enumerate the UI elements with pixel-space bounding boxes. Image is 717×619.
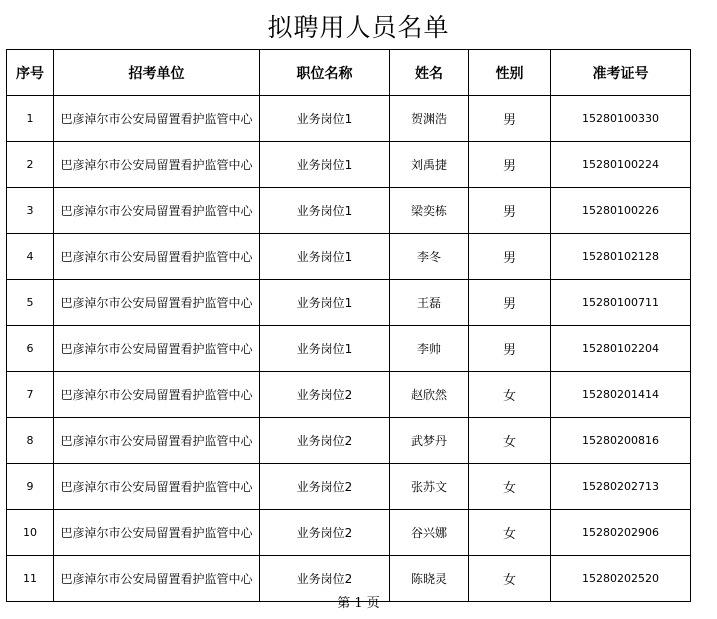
cell-unit: 巴彦淖尔市公安局留置看护监管中心: [54, 418, 260, 464]
cell-ticket: 15280100226: [551, 188, 691, 234]
cell-name: 武梦丹: [390, 418, 469, 464]
cell-name: 赵欣然: [390, 372, 469, 418]
table-row: [7, 188, 691, 234]
cell-position: 业务岗位2: [260, 418, 390, 464]
cell-name: 张苏文: [390, 464, 469, 510]
cell-name: 陈晓灵: [390, 556, 469, 602]
cell-ticket: 15280202906: [551, 510, 691, 556]
cell-name: 刘禹捷: [390, 142, 469, 188]
cell-gender: 女: [469, 464, 551, 510]
cell-gender: 女: [469, 556, 551, 602]
cell-seq: 11: [7, 556, 54, 602]
cell-ticket: 15280102128: [551, 234, 691, 280]
cell-name: 李帅: [390, 326, 469, 372]
table-row: [7, 510, 691, 556]
table-row: [7, 326, 691, 372]
page-title: 拟聘用人员名单: [267, 13, 450, 42]
cell-seq: 7: [7, 372, 54, 418]
cell-gender: 男: [469, 234, 551, 280]
cell-seq: 10: [7, 510, 54, 556]
cell-name: 谷兴娜: [390, 510, 469, 556]
cell-unit: 巴彦淖尔市公安局留置看护监管中心: [54, 142, 260, 188]
table-body: [7, 96, 691, 602]
table-row: [7, 142, 691, 188]
table-row: [7, 280, 691, 326]
cell-name: 王磊: [390, 280, 469, 326]
cell-gender: 男: [469, 188, 551, 234]
header-name: 姓名: [390, 50, 469, 96]
cell-ticket: 15280201414: [551, 372, 691, 418]
cell-gender: 男: [469, 142, 551, 188]
cell-gender: 女: [469, 510, 551, 556]
cell-position: 业务岗位2: [260, 510, 390, 556]
cell-position: 业务岗位1: [260, 326, 390, 372]
cell-ticket: 15280100224: [551, 142, 691, 188]
cell-unit: 巴彦淖尔市公安局留置看护监管中心: [54, 326, 260, 372]
table-row: [7, 234, 691, 280]
cell-ticket: 15280200816: [551, 418, 691, 464]
cell-ticket: 15280102204: [551, 326, 691, 372]
cell-ticket: 15280100711: [551, 280, 691, 326]
cell-position: 业务岗位1: [260, 142, 390, 188]
cell-name: 李冬: [390, 234, 469, 280]
page-number: 第 1 页: [337, 596, 380, 611]
cell-ticket: 15280100330: [551, 96, 691, 142]
cell-gender: 女: [469, 418, 551, 464]
cell-position: 业务岗位1: [260, 188, 390, 234]
cell-position: 业务岗位2: [260, 464, 390, 510]
table-row: [7, 464, 691, 510]
cell-unit: 巴彦淖尔市公安局留置看护监管中心: [54, 464, 260, 510]
table-row: [7, 96, 691, 142]
cell-name: 贺渊浩: [390, 96, 469, 142]
header-ticket: 准考证号: [551, 50, 691, 96]
cell-position: 业务岗位2: [260, 372, 390, 418]
header-seq: 序号: [7, 50, 54, 96]
cell-unit: 巴彦淖尔市公安局留置看护监管中心: [54, 234, 260, 280]
cell-unit: 巴彦淖尔市公安局留置看护监管中心: [54, 510, 260, 556]
cell-unit: 巴彦淖尔市公安局留置看护监管中心: [54, 556, 260, 602]
header-position: 职位名称: [260, 50, 390, 96]
cell-seq: 4: [7, 234, 54, 280]
cell-position: 业务岗位1: [260, 280, 390, 326]
cell-unit: 巴彦淖尔市公安局留置看护监管中心: [54, 188, 260, 234]
table-row: [7, 372, 691, 418]
cell-seq: 5: [7, 280, 54, 326]
cell-position: 业务岗位1: [260, 96, 390, 142]
table-header-row: [7, 50, 691, 96]
cell-seq: 3: [7, 188, 54, 234]
cell-gender: 男: [469, 96, 551, 142]
cell-unit: 巴彦淖尔市公安局留置看护监管中心: [54, 372, 260, 418]
cell-seq: 6: [7, 326, 54, 372]
cell-position: 业务岗位2: [260, 556, 390, 602]
cell-seq: 9: [7, 464, 54, 510]
cell-ticket: 15280202520: [551, 556, 691, 602]
table-row: [7, 418, 691, 464]
cell-seq: 8: [7, 418, 54, 464]
cell-seq: 2: [7, 142, 54, 188]
cell-position: 业务岗位1: [260, 234, 390, 280]
cell-unit: 巴彦淖尔市公安局留置看护监管中心: [54, 280, 260, 326]
header-gender: 性别: [469, 50, 551, 96]
cell-gender: 男: [469, 280, 551, 326]
cell-gender: 女: [469, 372, 551, 418]
cell-gender: 男: [469, 326, 551, 372]
cell-seq: 1: [7, 96, 54, 142]
header-unit: 招考单位: [54, 50, 260, 96]
hiring-roster-table: [6, 49, 691, 602]
cell-name: 梁奕栋: [390, 188, 469, 234]
cell-unit: 巴彦淖尔市公安局留置看护监管中心: [54, 96, 260, 142]
cell-ticket: 15280202713: [551, 464, 691, 510]
